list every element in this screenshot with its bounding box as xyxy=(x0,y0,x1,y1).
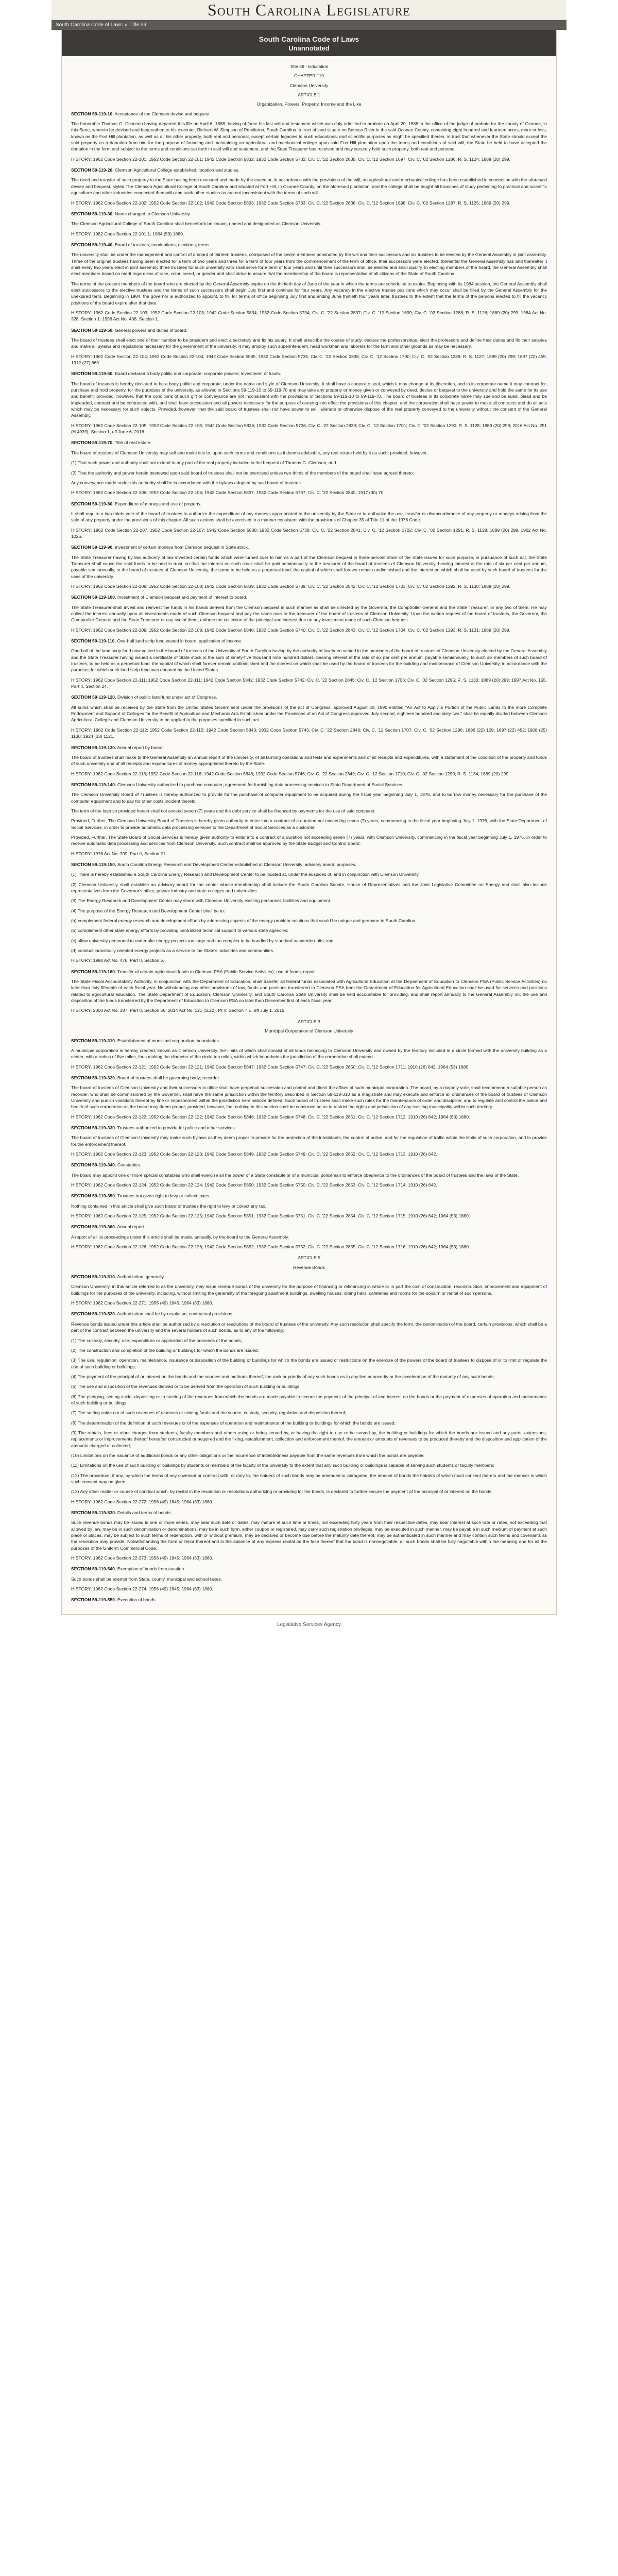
section-caption: Board of trustees shall be governing body; recorder. xyxy=(117,1075,220,1080)
article-heading: ARTICLE 5 xyxy=(298,1255,320,1261)
section-number: SECTION 59-119-320. xyxy=(71,1075,116,1080)
document-title: South Carolina Code of Laws xyxy=(259,35,359,43)
section-caption: Establishment of municipal corporation; boundaries. xyxy=(117,1038,220,1043)
history-note: HISTORY: 1962 Code Section 22-107; 1952 Code Section 22-107; 1942 Code Section 5838; 1932 Code Section 5738; Civ. C. '22 Section 2841; Civ. C. '12 Section 1702; Civ. C. '02 Section 1291; R. S. 1129; 1889 (20) 299; 1962 Act No. 1026. xyxy=(71,527,547,539)
section-heading xyxy=(71,242,547,248)
body-paragraph: (1) The custody, security, use, expenditure or application of the proceeds of the bonds; xyxy=(71,1337,242,1343)
section-caption: Board of trustees; nominations; elections; terms. xyxy=(115,242,211,247)
body-paragraph: One-half of the land scrip fund now vested in the board of trustees of the University of South Carolina having by the authority of law been vested in the members of the board of trustees of Clemson University elected by the General Assembly and the State Treasurer having issued a certificate of State stock in the sum of ninety-five thousand nine hundred dollars, bearing interest at the rate of six per cent per annum, payable semiannually, to such six members of such board of trustees, to be held as a perpetual fund, the capital of which shall forever remain undiminished and the interest on which shall be used by the board of trustees for the building and maintenance of Clemson University, in accordance with the purposes for which such land scrip fund was donated by the United States. xyxy=(71,648,547,673)
history-note: HISTORY: 1962 Code Section 22-103; 1952 Code Section 22-103; 1942 Code Section 5834; 1932 Code Section 5734; Civ. C. '22 Section 2837; Civ. C. '12 Section 1699; Civ. C. '02 Section 1288; R. S. 1126; 1889 (20) 299; 1984 Act No. 328, Section 1; 1996 Act No. 436, Section 1. xyxy=(71,310,547,322)
history-note: HISTORY: 1962 Code Section 22-101; 1952 Code Section 22-101; 1942 Code Section 5832; 1932 Code Section 5732; Civ. C. '22 Section 2835; Civ. C. '12 Section 1697; Civ. C. '02 Section 1286; R. S. 1124; 1889 (20) 299. xyxy=(71,156,511,162)
section-caption: Authorization shall be by resolution; contractual provisions. xyxy=(117,1311,234,1317)
section-number: SECTION 59-119-140. xyxy=(71,782,116,787)
section-heading xyxy=(71,694,547,700)
history-note: HISTORY: 1962 Code Section 22-125; 1952 Code Section 22-125; 1942 Code Section 5851; 1932 Code Section 5751; Civ. C. '22 Section 2854; Civ. C. '12 Section 1715; 1910 (26) 642; 1964 (53) 1880. xyxy=(71,1213,470,1219)
body-paragraph: The board of trustees of Clemson University may make such bylaws as they deem proper to provide for the protection of the inhabitants, the control of police, and for the regulation of traffic within the limits of such corporation, and to provide for the enforcement thereof. xyxy=(71,1135,547,1147)
section-caption: Trustees not given right to levy or collect taxes. xyxy=(117,1193,211,1199)
history-note: HISTORY: 1962 Code Section 22-116; 1952 Code Section 22-116; 1942 Code Section 5846; 1932 Code Section 5746; Civ. C. '22 Section 2849; Civ. C. '12 Section 1710; Civ. C. '02 Section 1299; R. S. 1134; 1889 (20) 299. xyxy=(71,771,510,776)
section-number: SECTION 59-119-30. xyxy=(71,211,114,216)
article-heading: Organization, Powers, Property, Income and the Like xyxy=(256,101,362,107)
history-note: HISTORY: 1962 Code Section 22-101.1; 1964 (53) 1880. xyxy=(71,231,184,236)
section-caption: Division of public land fund under act of Congress. xyxy=(117,694,217,700)
section-number: SECTION 59-119-550. xyxy=(71,1597,116,1603)
section-caption: South Carolina Energy Research and Development Center established at Clemson University; advisory board; purposes. xyxy=(117,861,356,867)
body-paragraph: The terms of the present members of the board who are elected by the General Assembly expire on the thirtieth day of June of the year in which the terms are scheduled to expire. Beginning with its 1984 session, the General Assembly shall elect successors to the elective trustees and the terms of such successors shall begin July first and continue for four years. Any vacancy in the elective trustee positions which may occur shall be filled by the General Assembly for the unexpired term. Beginning in 1984, the governor is authorized to appoint, to fill, for terms of office beginning July first and ending June thirtieth four years later, trustees to the extent that the terms of the persons elected to fill the vacancy positions of the board expire after that date. xyxy=(71,281,547,306)
history-note: HISTORY: 1962 Code Section 22-102; 1952 Code Section 22-102; 1942 Code Section 5833; 1932 Code Section 5733; Civ. C. '22 Section 2836; Civ. C. '12 Section 1698; Civ. C. '02 Section 1287; R. S. 1125; 1889 (20) 299. xyxy=(71,200,511,206)
body-paragraph: The honorable Thomas G. Clemson having departed this life on April 6, 1888, having of force his last will and testament which was duly admitted to probate on April 20, 1888 in the office of the judge of probate for the county of Oconee, in this State, wherein he devised and bequeathed to his executor, Richard W. Simpson of Pendleton, South Carolina, a tract of land situate on Seneca River in the said Oconee County, containing eight hundred and fourteen acres, more or less, known as the Fort Hill plantation, as well as all his other property, both real and personal, except certain legacies to such educational and scientific purposes as might be specified therein, in trust that whenever the State should accept the said property as a donation from him for the purpose of founding and maintaining an agricultural and mechanical college upon said Fort Hill plantation upon the terms and conditions of said will, the State be held to have accepted the donation in the form and subject to the terms and conditions set forth in said will and testament; and the State Treasurer has received and may securely hold such property, both real and personal. xyxy=(71,121,547,152)
article-heading: Revenue Bonds xyxy=(293,1264,325,1270)
body-paragraph: (8) The determination of the definition of such revenues or of the expenses of operation and maintenance of the building or buildings for which the bonds are issued; xyxy=(71,1420,396,1426)
section-heading xyxy=(71,594,547,600)
body-paragraph: Such revenue bonds may be issued in one or more series, may bear such date or dates, may mature at such time or times, not exceeding forty years from their respective dates, may bear interest at such rate or rates, not exceeding that allowed by law, may be in such denomination or denominations, may be in such form, either coupon or registered, may carry such registration privileges, may be executed in such manner, may be payable in such medium of payment at such place or places, may be subject to such terms of redemption, with or without premium, may be declared or become due before the maturity date thereof, may be authenticated in such manner and may contain such terms and covenants as the resolution may provide. Notwithstanding the form or tenor thereof and in the absence of any express recital on the face thereof that the bond is nonnegotiable, all such bonds shall be fully negotiable within the meaning and for all the purposes of the Uniform Commercial Code. xyxy=(71,1520,547,1551)
section-number: SECTION 59-119-160. xyxy=(71,969,116,974)
section-heading xyxy=(71,167,547,173)
section-caption: Investment of Clemson bequest and payment of interest to board. xyxy=(117,595,247,600)
page-container xyxy=(52,20,566,1628)
body-paragraph: (9) The rentals, fees or other charges from students, faculty members and others using or being served by, or having the right to use or be served by, the building or buildings for which the bonds are issued and any parts, extensions, replacements or improvements thereof hereafter constructed or acquired and the fixing, establishment, collection and enforcement thereof, the amount or amounts of revenues to be produced thereby and the disposition and application of the amounts charged or collected; xyxy=(71,1430,547,1448)
body-paragraph: The State Fiscal Accountability Authority, in conjunction with the Department of Education, shall transfer all federal funds associated with Agricultural Education at the Department of Education to Clemson PSA (Public Service Activities) no later than July fifteenth of each fiscal year. Notwithstanding any other provisions of law, funds and positions transferred to Clemson PSA from the Department of Education for Agricultural Education shall be used for services and positions related to agricultural education. The State Department of Education, Clemson University, and South Carolina State University shall be held accountable for providing, and shall report annually to the General Assembly on, the use and disposition of the funds transferred by the Department of Education to Clemson PSA no later than December first of each fiscal year. xyxy=(71,979,547,1004)
body-paragraph: It shall require a two-thirds vote of the board of trustees to authorize the expenditure of any moneys appropriated to the university by the State or to authorize the use, transfer or disencumbrance of any property or moneys arising from the sale of any property under the provisions of this chapter. All such actions shall be exercised in a manner consistent with the provisions of Chapter 35 of Title 11 of the 1976 Code. xyxy=(71,511,547,523)
body-paragraph: (2) The construction and completion of the building or buildings for which the bonds are issued; xyxy=(71,1347,259,1353)
body-paragraph: (c) allow university personnel to undertake energy projects too large and too complex to be handled by standard academic units; and xyxy=(71,938,334,943)
history-note: HISTORY: 1962 Code Section 22-121; 1952 Code Section 22-121; 1942 Code Section 5847; 1932 Code Section 5747; Civ. C. '22 Section 2850; Civ. C. '12 Section 1711; 1910 (26) 642; 1964 (53) 1880. xyxy=(71,1064,470,1070)
history-note: HISTORY: 1962 Code Section 22-112; 1952 Code Section 22-112; 1942 Code Section 5843; 1932 Code Section 5743; Civ. C. '22 Section 2846; Civ. C. '12 Section 1707; Civ. C. '02 Section 1296; 1896 (22) 109; 1897 (22) 452; 1908 (25) 1130; 1924 (33) 1121. xyxy=(71,727,547,739)
document-subtitle: Unannotated xyxy=(288,44,330,52)
section-heading xyxy=(71,111,547,117)
article-heading: Title 59 - Education xyxy=(289,64,329,69)
body-paragraph: All sums which shall be received by the State from the United States Government under the provisions of the act of Congress, approved August 30, 1890 entitled "An Act to Apply a Portion of the Public Lands to the more Complete Endowment and Support of Colleges for the Benefit of Agriculture and Mechanic Arts Established under the Provisions of an Act of Congress approved July second, eighteen hundred and sixty-two," shall be equally divided between Clemson Agricultural College and Clemson University to be applied to the purposes specified in such act. xyxy=(71,704,547,723)
body-paragraph: (2) Clemson University shall establish an advisory board for the center whose membership shall include the South Carolina Senate, House of Representatives and the Joint Legislative Committee on Energy and shall also include representatives from the Governor's office, private industry and state colleges and universities. xyxy=(71,882,547,893)
body-paragraph: A municipal corporation is hereby created, known as Clemson University, the limits of which shall consist of all lands belonging to Clemson University and owned by the territory included in a circle formed with the university building as a center, with a radius of five miles, thus making the diameter of the circle ten miles, within which boundaries the jurisdiction of the corporation shall extend. xyxy=(71,1047,547,1060)
history-note: HISTORY: 1980 Act No. 476, Part II, Section 6. xyxy=(71,958,164,963)
section-caption: Execution of bonds. xyxy=(117,1597,157,1603)
history-note: HISTORY: 1962 Code Section 22-104; 1952 Code Section 22-104; 1942 Code Section 5835; 1932 Code Section 5735; Civ. C. '22 Section 2838; Civ. C. '12 Section 1700; Civ. C. '02 Section 1289; R. S. 1127; 1889 (20) 299; 1897 (22) 455; 1912 (27) 669. xyxy=(71,353,547,366)
section-number: SECTION 59-119-340. xyxy=(71,1162,116,1168)
body-paragraph: (6) The pledging, setting aside, depositing or trusteeing of the revenues from which the bonds are made payable to secure the payment of the principal of and interest on the bonds or the payment of expenses of operation and maintenance of such building or buildings; xyxy=(71,1394,547,1405)
body-paragraph: (3) The use, regulation, operation, maintenance, insurance or disposition of the building or buildings for which the bonds are issued or restrictions on the exercise of the powers of the board of trustees to dispose of or to limit or regulate the use of such building or buildings; xyxy=(71,1358,547,1369)
section-heading xyxy=(71,501,547,507)
history-note: HISTORY: 1962 Code Section 22-109; 1952 Code Section 22-109; 1942 Code Section 5840; 1932 Code Section 5740; Civ. C. '22 Section 2843; Civ. C. '12 Section 1704; Civ. C. '02 Section 1293; R. S. 1131; 1889 (20) 299. xyxy=(71,627,511,633)
breadcrumb-title-59[interactable]: Title 59 xyxy=(129,22,147,28)
body-paragraph: The university shall be under the management and control of a board of thirteen trustees, composed of the seven members nominated by the will and their successors and six trustees to be elected by the General Assembly in joint assembly. Three of the original trustees having been elected for a term of two years and three for a term of four years from the commencement of the term of office, their successors were elected, thereafter the General Assembly has and thereafter it shall every two years elect in joint assembly three trustees for such university who shall serve for a term of four years and until their successors shall be elected and shall qualify. In electing members of the board, the General Assembly shall elect members based on merit regardless of race, color, creed, or gender and shall strive to assure that the membership of the board is representative of all citizens of the State of South Carolina. xyxy=(71,252,547,277)
body-paragraph: The Clemson Agricultural College of South Carolina shall henceforth be known, named and designated as Clemson University. xyxy=(71,221,321,227)
body-paragraph: (4) The purpose of the Energy Research and Development Center shall be to: xyxy=(71,908,225,913)
section-caption: Board declared a body politic and corporate; corporate powers; investment of funds. xyxy=(115,371,281,377)
section-number: SECTION 59-119-60. xyxy=(71,371,114,377)
section-heading xyxy=(71,969,547,975)
body-paragraph: (4) The payment of the principal of or interest on the bonds and the sources and methods thereof, the rank or priority of any such bonds as to any lien or security or the acceleration of the maturity of any such bonds; xyxy=(71,1374,495,1379)
history-note: HISTORY: 1962 Code Section 22-271; 1956 (49) 1845; 1964 (53) 1880. xyxy=(71,1300,213,1306)
section-heading xyxy=(71,370,547,377)
section-number: SECTION 59-119-100. xyxy=(71,595,116,600)
section-caption: Exemption of bonds from taxation. xyxy=(117,1566,185,1572)
section-heading xyxy=(71,1075,547,1081)
body-paragraph: (b) complement other state energy efforts by providing centralized technical support to various state agencies; xyxy=(71,928,288,934)
breadcrumb xyxy=(52,20,566,30)
section-number: SECTION 59-119-40. xyxy=(71,242,114,247)
body-paragraph: The board of trustees of Clemson University and their successors in office shall have perpetual succession and control and direct the affairs of such municipal corporation. The board, by a majority vote, shall recommend a suitable person as recorder, who shall be commissioned by the Governor, shall have the same jurisdiction within the territory described in Section 59-119-310 as a magistrate and may execute and enforce all ordinances of the board of trustees of Clemson University and punish violations thereof by fine or imprisonment within the jurisdiction hereinabove defined. Such board of trustees shall make such rules for the maintenance of order and discipline, and to regulate and control the police and health of such corporation as the board may deem proper; provided, however, that nothing in this section shall be construed so as to restrict the rights and jurisdiction of any existing municipality within such territory. xyxy=(71,1085,547,1110)
section-heading xyxy=(71,439,547,446)
body-paragraph: Provided, Further, The Clemson University Board of Trustees is hereby given authority to enter into a contract of a duration not exceeding seven (7) years, commencing in the fiscal year beginning July 1, 1976, with the State Department of Social Services, in order to provide automatic data processing services to the Department of Social Services as a customer. xyxy=(71,818,547,830)
section-caption: General powers and duties of board. xyxy=(115,327,187,333)
section-caption: Constables. xyxy=(117,1162,141,1168)
footer-text: Legislative Services Agency xyxy=(277,1621,341,1628)
history-note: HISTORY: 1962 Code Section 22-122; 1952 Code Section 22-122; 1942 Code Section 5848; 1932 Code Section 5748; Civ. C. '22 Section 2851; Civ. C. '12 Section 1712; 1910 (26) 642; 1964 (53) 1880. xyxy=(71,1114,470,1120)
section-number: SECTION 59-119-90. xyxy=(71,545,114,550)
body-paragraph: The term of the loan so provided herein shall not exceed seven (7) years and the debt service shall be financed by payments for the use of said computer. xyxy=(71,808,376,814)
section-heading xyxy=(71,744,547,751)
body-paragraph: (7) The setting aside out of such revenues of reserves or sinking funds and the source, custody, security, regulation and disposition thereof; xyxy=(71,1410,347,1416)
section-caption: Authorization, generally. xyxy=(117,1274,165,1280)
history-note: HISTORY: 1962 Code Section 22-274; 1956 (49) 1845; 1964 (53) 1880. xyxy=(71,1586,213,1592)
section-heading xyxy=(71,544,547,550)
section-number: SECTION 59-119-50. xyxy=(71,327,114,333)
section-heading xyxy=(71,782,547,788)
body-paragraph: The deed and transfer of such property to the State having been executed and made by the executor, in accordance with the provisions of the will, an agricultural and mechanical college has been established in connection with the aforesaid devise and bequest, styled The Clemson Agricultural College of South Carolina and situated at Fort Hill, in Oconee County, on the aforesaid plantation, and the college shall be taught all branches of study pertaining to practical and scientific agriculture and other industries connected therewith and such other studies as are not inconsistent with the terms of such will. xyxy=(71,177,547,196)
section-number: SECTION 59-119-360. xyxy=(71,1224,116,1230)
history-note: HISTORY: 1976 Act No. 709, Part II, Section 21. xyxy=(71,851,167,856)
section-caption: Annual report. xyxy=(117,1224,145,1230)
body-paragraph: (1) There is hereby established a South Carolina Energy Research and Development Center to be located at, under the auspices of, and in conjunction with Clemson University. xyxy=(71,872,420,877)
section-heading xyxy=(71,638,547,644)
section-heading xyxy=(71,1311,547,1317)
history-note: HISTORY: 1962 Code Section 22-124; 1952 Code Section 22-124; 1942 Code Section 5850; 1932 Code Section 5750; Civ. C. '22 Section 2853; Civ. C. '12 Section 1714; 1910 (26) 642. xyxy=(71,1182,437,1188)
document-header xyxy=(62,30,556,56)
body-paragraph: Such bonds shall be exempt from State, county, municipal and school taxes. xyxy=(71,1576,222,1582)
page-footer xyxy=(52,1622,566,1628)
body-paragraph: Clemson University, in this article referred to as the university, may issue revenue bonds of the university for the purpose of financing or refinancing in whole or in part the cost of construction, reconstruction, improvement and equipment of buildings for the purposes of the university, including, without limiting the generality of the foregoing apartment buildings, dwelling houses, dining halls, cafeterias and rooms for the sojourn or rental of such persons. xyxy=(71,1284,547,1296)
body-paragraph: (11) Limitations on the use of such building or buildings by students or members of the faculty of the university to the extent that any such building or buildings is capable of serving such students or faculty members; xyxy=(71,1463,494,1468)
code-document xyxy=(61,30,557,1615)
section-heading xyxy=(71,1510,547,1516)
section-caption: One-half land scrip fund vested in board; application of income. xyxy=(117,638,243,644)
body-paragraph: (1) That such power and authority shall not extend to any part of the real property included in the bequest of Thomas G. Clemson; and xyxy=(71,460,336,466)
history-note: HISTORY: 1962 Code Section 22-106; 1952 Code Section 22-106; 1942 Code Section 5837; 1932 Code Section 5737; Civ. C. '22 Section 2840; 1917 (30) 70. xyxy=(71,490,385,496)
history-note: HISTORY: 1962 Code Section 22-126; 1952 Code Section 22-126; 1942 Code Section 5852; 1932 Code Section 5752; Civ. C. '22 Section 2855; Civ. C. '12 Section 1716; 1910 (26) 642; 1964 (53) 1880. xyxy=(71,1244,470,1250)
section-number: SECTION 59-119-330. xyxy=(71,1125,116,1130)
section-heading xyxy=(71,1274,547,1280)
history-note: HISTORY: 1962 Code Section 22-272; 1956 (49) 1845; 1964 (53) 1880. xyxy=(71,1499,213,1504)
body-paragraph: The board of trustees shall make to the General Assembly an annual report of the university, of all farming operations and tests and experiments and of all receipts and expenditures, with a statement of the condition of the property and funds of such university and of all receipts and expenditures of money appropriated thereto by the State. xyxy=(71,754,547,767)
section-heading xyxy=(71,1038,547,1044)
section-heading xyxy=(71,1566,547,1572)
body-paragraph: (12) The procedure, if any, by which the terms of any covenant or contract with, or duty to, the holders of such bonds may be amended or abrogated, the amount of bonds the holders of which must consent thereto and the manner in which such consent may be given; xyxy=(71,1472,547,1484)
section-caption: Name changed to Clemson University. xyxy=(115,211,191,216)
section-number: SECTION 59-119-540. xyxy=(71,1566,116,1572)
section-caption: Clemson University authorized to purchase computer; agreement for furnishing data processing services to State Department of Social Services. xyxy=(117,782,404,787)
body-paragraph: (13) Any other matter or course of conduct which, by recital in the resolution or resolutions authorizing or providing for the bonds, is declared to further secure the payment of the principal of or interest on the bonds. xyxy=(71,1489,493,1495)
breadcrumb-separator: » xyxy=(125,22,128,28)
section-caption: Investment of certain moneys from Clemson bequest in State stock. xyxy=(115,545,249,550)
section-number: SECTION 59-119-310. xyxy=(71,1038,116,1043)
body-paragraph: Any conveyance made under this authority shall be in accordance with the bylaws adopted by said board of trustees. xyxy=(71,480,302,485)
body-paragraph: The State Treasurer shall invest and reinvest the funds in his hands derived from the Clemson bequest in such manner as shall be directed by the Governor, the Comptroller General and the State Treasurer, or any two of them, He may collect the interest annually upon all investments made of such Clemson bequest and pay the same over to the treasurer of the board of trustees of Clemson University. Upon the written request of the board of trustees, the Governor, the Comptroller General and the State Treasurer or any two of them, enforce the collection of the principal and interest due on any investment made of such Clemson bequest. xyxy=(71,604,547,623)
section-number: SECTION 59-119-530. xyxy=(71,1510,116,1516)
section-caption: Transfer of certain agricultural funds to Clemson PSA (Public Service Activities); use of funds; report. xyxy=(117,969,316,974)
article-heading: CHAPTER 119 xyxy=(294,73,324,79)
body-paragraph: (5) The use and disposition of the revenues derived or to be derived from the operation of such building or buildings; xyxy=(71,1384,301,1389)
article-heading: Municipal Corporation of Clemson University xyxy=(265,1028,353,1034)
history-note: HISTORY: 1962 Code Section 22-105; 1952 Code Section 22-105; 1942 Code Section 5836; 1932 Code Section 5736; Civ. C. '22 Section 2839; Civ. C. '12 Section 1701; Civ. C. '02 Section 1290; R. S. 1128; 1889 (20) 299; 2016 Act No. 251 (H.4939), Section 1, eff June 6, 2016. xyxy=(71,422,547,435)
section-number: SECTION 59-119-80. xyxy=(71,501,114,506)
section-number: SECTION 59-119-110. xyxy=(71,638,116,644)
body-paragraph: A report of all its proceedings under this article shall be made, annually, by the board to the General Assembly. xyxy=(71,1234,289,1240)
history-note: HISTORY: 1962 Code Section 22-108; 1952 Code Section 22-108; 1942 Code Section 5839; 1932 Code Section 5739; Civ. C. '22 Section 2842; Civ. C. '12 Section 1703; Civ. C. '02 Section 1292; R. S. 1130; 1889 (20) 299. xyxy=(71,583,511,589)
section-heading xyxy=(71,1193,547,1199)
section-number: SECTION 59-119-510. xyxy=(71,1274,116,1280)
section-number: SECTION 59-119-350. xyxy=(71,1193,116,1199)
history-note: HISTORY: 2000 Act No. 387, Part II, Section 56; 2014 Act No. 121 (S.22), Pt V, Section 7.E, eff July 1, 2015. xyxy=(71,1008,286,1013)
document-body xyxy=(62,56,556,1611)
body-paragraph: (2) That the authority and power herein bestowed upon said board of trustees shall not be exercised unless two-thirds of the members of the board shall have agreed thereto. xyxy=(71,470,414,476)
section-heading xyxy=(71,327,547,333)
section-caption: Details and terms of bonds. xyxy=(117,1510,172,1516)
history-note: HISTORY: 1962 Code Section 22-111; 1952 Code Section 22-111; 1942 Code Section 5842; 1932 Code Section 5742; Civ. C. '22 Section 2845; Civ. C. '12 Section 1706; Civ. C. '02 Section 1295; R. S. 1133; 1889 (20) 299; 1997 Act No. 155, Part II, Section 24. xyxy=(71,677,547,689)
section-number: SECTION 59-119-130. xyxy=(71,744,116,750)
section-caption: Acceptance of the Clemson devise and bequest. xyxy=(114,111,211,116)
article-heading: Clemson University xyxy=(289,82,329,88)
section-number: SECTION 59-119-150. xyxy=(71,861,116,867)
breadcrumb-code-of-laws[interactable]: South Carolina Code of Laws xyxy=(56,22,123,28)
section-number: SECTION 59-119-120. xyxy=(71,694,116,700)
body-paragraph: Nothing contained in this article shall give such board of trustees the right to levy or collect any tax. xyxy=(71,1203,267,1209)
section-number: SECTION 59-119-20. xyxy=(71,167,114,173)
body-paragraph: (10) Limitations on the issuance of additional bonds or any other obligations or the incurrence of indebtedness payable from the same revenues from which the bonds are payable; xyxy=(71,1452,425,1458)
section-heading xyxy=(71,211,547,217)
body-paragraph: Provided, Further, The State Board of Social Services is hereby given authority to enter into a contract of a duration not exceeding seven (7) years, with Clemson University, commencing in the fiscal year beginning July 1, 1976, in order to receive automatic data processing and services from Clemson University. Such contract shall be approved by the State Budget and Control Board. xyxy=(71,834,547,846)
body-paragraph: (a) complement federal energy research and development efforts by addressing aspects of the energy problem solutions that would be unique and germane to South Carolina; xyxy=(71,918,417,924)
body-paragraph: The board may appoint one or more special constables who shall exercise all the power of a State constable or of a municipal policeman to enforce obedience to the ordinances of the board of trustees and the laws of the State. xyxy=(71,1172,519,1178)
section-caption: Trustees authorized to provide for police and other services. xyxy=(117,1125,236,1130)
body-paragraph: Revenue bonds issued under this article shall be authorized by a resolution or resolutions of the board of trustees of the university. Any such resolution shall specify the form, the denomination of the board, certain provisions, which shall be a part of the contract between the university and the several holders of such bonds, as to any of the following: xyxy=(71,1321,547,1333)
body-paragraph: (d) conduct industrially oriented energy projects as a service to the State's industries and communities. xyxy=(71,948,274,954)
section-caption: Annual report by board. xyxy=(117,744,164,750)
section-heading xyxy=(71,1597,547,1603)
site-masthead xyxy=(52,0,566,20)
section-heading xyxy=(71,861,547,868)
section-caption: Title of real estate. xyxy=(114,440,151,446)
section-heading xyxy=(71,1162,547,1168)
history-note: HISTORY: 1962 Code Section 22-123; 1952 Code Section 22-123; 1942 Code Section 5849; 1932 Code Section 5749; Civ. C. '22 Section 2852; Civ. C. '12 Section 1713; 1910 (26) 642. xyxy=(71,1151,437,1157)
article-heading: ARTICLE 3 xyxy=(298,1019,320,1024)
body-paragraph: The board of trustees shall elect one of their number to be president and elect a secretary and fix his salary. It shall prescribe the course of study, declare the professorships, elect the professors and define their duties and fix their salaries and make all bylaws and regulations necessary for the government of the university. It may employ such superintendent, head workman and laborers for the farm and other grounds as may be necessary. xyxy=(71,337,547,349)
body-paragraph: The board of trustees of Clemson University may sell and make title to, upon such terms and conditions as it deems advisable, any real estate held by it as such; provided, however, xyxy=(71,450,428,455)
site-title: South Carolina Legislature xyxy=(208,0,410,19)
section-number: SECTION 59-119-70. xyxy=(71,440,114,446)
body-paragraph: The Clemson University Board of Trustees is hereby authorized to provide for the purchase of computer equipment to be acquired during the fiscal year beginning July 1, 1976, and to borrow money necessary for the purchase of the computer equipment and to pay for other costs incident thereto. xyxy=(71,792,547,804)
history-note: HISTORY: 1962 Code Section 22-273; 1956 (49) 1845; 1964 (53) 1880. xyxy=(71,1555,213,1561)
section-number: SECTION 59-119-10. xyxy=(71,111,114,116)
section-number: SECTION 59-119-520. xyxy=(71,1311,116,1317)
body-paragraph: The board of trustees is hereby declared to be a body politic and corporate, under the name and style of Clemson University. It shall have a corporate seal, which it may change at its discretion, and in its corporate name it may contract for, purchase and hold property, for the purposes of the university, as allowed in Sections 59-119-10 to 59-119-70 and may take any property or money given or conveyed by deed, devise or bequest to the university and hold the same for its use and benefit; provided, however, that the conditions of such gift or conveyance are not inconsistent with the provisions of Sections 59-119-10 to 59-119-70. The board of trustees in its corporate name may sue and be sued, plead and be impleaded, contract and be contracted with, and shall have succession and all powers necessary for the purpose of carrying into effect the provisions of this chapter, and the corporation shall have power to make all contracts and do all acts which may be necessary for such objects. Provided, however, that the said board of trustees shall not have power to sell, alienate or otherwise dispose of the real property conveyed to the university without the consent of the General Assembly. xyxy=(71,381,547,418)
section-heading xyxy=(71,1224,547,1230)
section-caption: Expenditure of moneys and use of property. xyxy=(115,501,201,506)
section-caption: Clemson Agricultural College established; location and studies. xyxy=(115,167,239,173)
article-heading: ARTICLE 1 xyxy=(298,92,320,98)
body-paragraph: (3) The Energy Research and Development Center may share with Clemson University existing personnel, facilities and equipment. xyxy=(71,898,331,904)
section-heading xyxy=(71,1125,547,1131)
body-paragraph: The State Treasurer having by law authority of law invested certain funds which were turned over to him as a part of the Clemson bequest in three-percent stock of the State issued for such purpose, in pursuance of such act, the State Treasurer shall cause the said funds to be held in trust, so that the interest on such stock shall be paid semiannually to the treasurer of the board of trustees of Clemson University, bearing interest at the rate of six per cent per annum, payable semiannually, to the board of trustees of Clemson University, the same to be held as a perpetual fund, the capital of which shall forever remain undiminished and the interest on which shall be used by such board of trustees for the uses of the university. xyxy=(71,554,547,579)
